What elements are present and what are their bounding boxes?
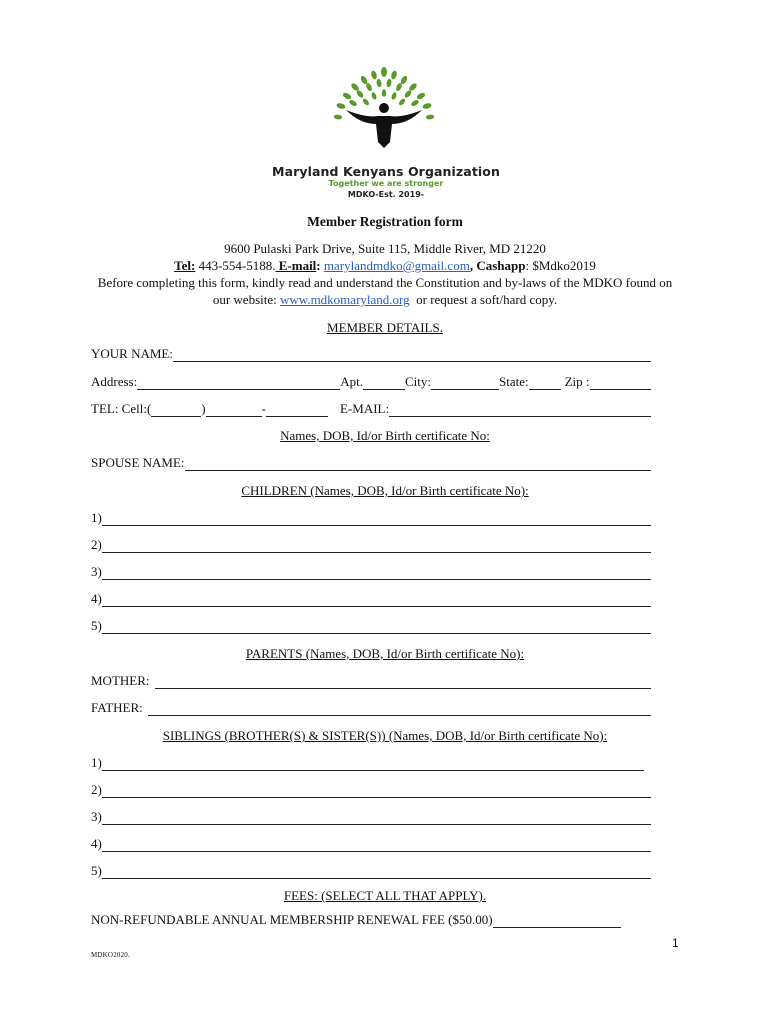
sibling-field[interactable] [102,866,651,879]
sibling-field[interactable] [102,812,651,825]
siblings-heading: SIBLINGS (BROTHER(S) & SISTER(S)) (Names, DOB, Id/or Birth certificate No): [162,728,608,743]
cashapp-label: , Cashapp [469,258,526,273]
instructions-line-2 [60,292,710,308]
form-title: Member Registration form [307,214,463,229]
annual-fee-label: NON-REFUNDABLE ANNUAL MEMBERSHIP RENEWAL FEE ($50.00) [91,912,493,927]
footer-code: MDKO2020. [91,951,130,959]
email-field-label: E-MAIL: [339,401,390,416]
phone-prefix-field[interactable] [206,404,262,417]
state-field[interactable] [529,377,561,390]
sibling-number: 2) [91,782,102,797]
father-row [91,700,651,716]
sibling-number: 4) [91,836,102,851]
sibling-number: 3) [91,809,102,824]
city-label: City: [404,374,431,389]
address-field[interactable] [137,377,340,390]
child-field[interactable] [102,513,651,526]
father-label: FATHER: [91,700,143,715]
apt-label: Apt. [340,374,363,389]
child-number: 3) [91,564,102,579]
annual-fee-row [91,912,621,928]
tel-value: 443-554-5188. [195,258,276,273]
state-label: State: [498,374,529,389]
sibling-field[interactable] [102,785,651,798]
sibling-number: 5) [91,863,102,878]
annual-fee-field[interactable] [493,915,621,928]
organization-established: MDKO-Est. 2019- [347,190,425,199]
child-row [91,510,651,526]
zip-field[interactable] [590,377,651,390]
fees-heading: FEES: (SELECT ALL THAT APPLY). [283,888,487,903]
zip-label: Zip : [564,374,590,389]
child-row [91,537,651,553]
email-colon: : [316,258,324,273]
apt-field[interactable] [363,377,405,390]
sibling-number: 1) [91,755,102,770]
email-link[interactable]: marylandmdko@gmail.com [323,258,470,273]
phone-dash: - [261,401,266,416]
tel-email-row [91,401,651,417]
your-name-field[interactable] [173,349,651,362]
sibling-row [91,782,651,798]
organization-tagline: Together we are stronger [328,179,444,188]
your-name-row [91,346,651,362]
area-code-field[interactable] [151,404,201,417]
sibling-field[interactable] [102,839,651,852]
mother-label: MOTHER: [91,673,150,688]
instructions-prefix: our website: [212,292,280,307]
sibling-row [91,836,651,852]
child-row [91,564,651,580]
sibling-row [91,755,644,771]
city-field[interactable] [431,377,499,390]
mother-field[interactable] [155,676,652,689]
child-number: 1) [91,510,102,525]
email-label: E-mail [275,258,317,273]
cashapp-value: : $Mdko2019 [525,258,596,273]
child-field[interactable] [102,567,651,580]
child-field[interactable] [102,594,651,607]
mother-row [91,673,651,689]
mdko-tree-logo-icon [326,66,442,150]
sibling-field[interactable] [102,758,644,771]
child-row [91,618,651,634]
organization-name: Maryland Kenyans Organization [272,164,500,179]
sibling-row [91,809,651,825]
phone-line-field[interactable] [266,404,328,417]
child-number: 2) [91,537,102,552]
child-field[interactable] [102,540,651,553]
address-label: Address: [91,374,138,389]
tel-cell-label: TEL: Cell:( [91,401,152,416]
sibling-row [91,863,651,879]
organization-address: 9600 Pulaski Park Drive, Suite 115, Middle River, MD 21220 [224,241,546,256]
address-row [91,374,651,390]
spouse-row [91,455,651,471]
page-number: 1 [672,936,679,950]
child-number: 4) [91,591,102,606]
paren-close: ) [201,401,206,416]
instructions-suffix: or request a soft/hard copy. [409,292,558,307]
spouse-label: SPOUSE NAME: [91,455,185,470]
member-details-heading: MEMBER DETAILS. [327,320,443,335]
tel-label: Tel: [174,258,196,273]
your-name-label: YOUR NAME: [91,346,173,361]
email-field[interactable] [389,404,651,417]
child-field[interactable] [102,621,651,634]
website-link[interactable]: www.mdkomaryland.org [280,292,410,307]
instructions-line-1: Before completing this form, kindly read and understand the Constitution and by-laws of the MDKO found on [97,275,673,290]
names-dob-note: Names, DOB, Id/or Birth certificate No: [280,428,490,443]
spouse-field[interactable] [185,458,651,471]
children-heading: CHILDREN (Names, DOB, Id/or Birth certificate No): [241,483,529,498]
father-field[interactable] [148,703,651,716]
child-row [91,591,651,607]
child-number: 5) [91,618,102,633]
parents-heading: PARENTS (Names, DOB, Id/or Birth certificate No): [245,646,525,661]
contact-line [60,258,710,274]
